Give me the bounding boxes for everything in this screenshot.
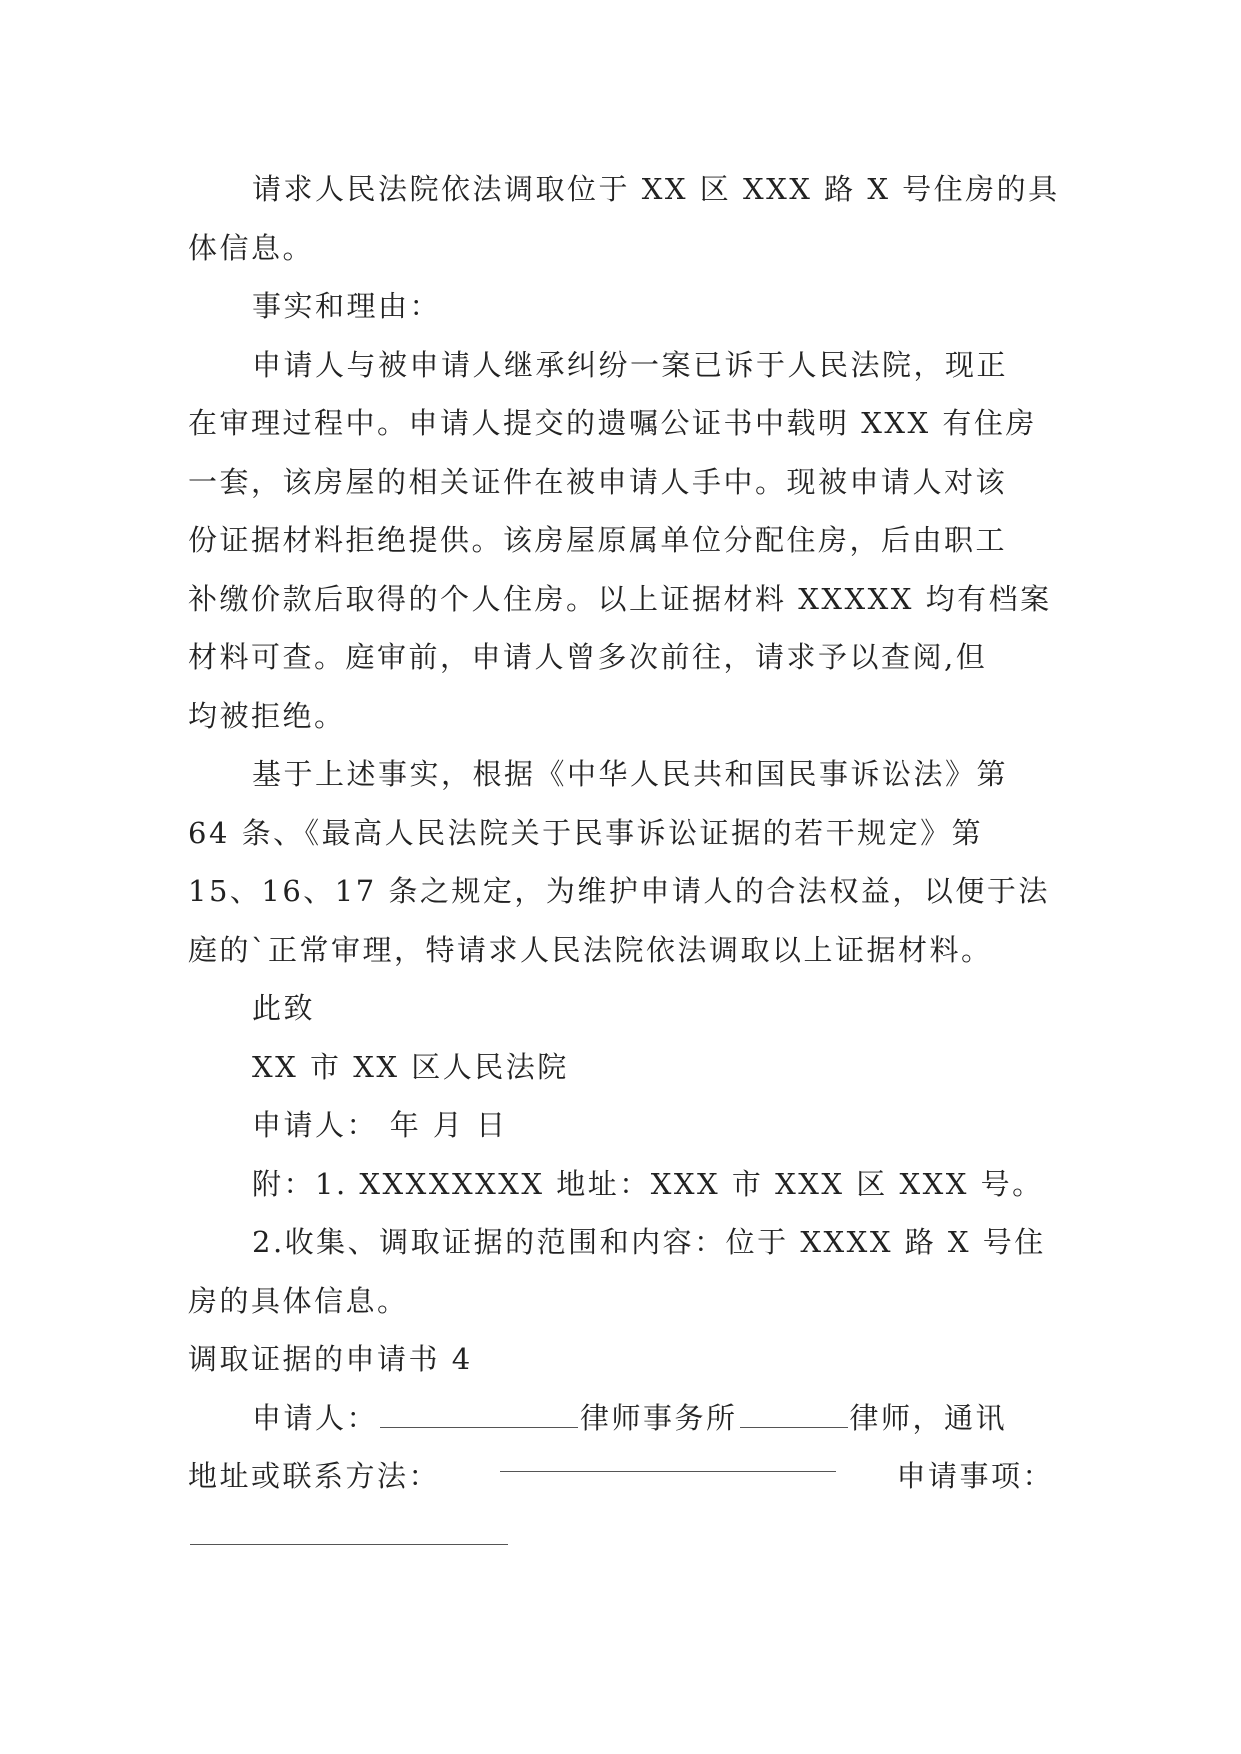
paragraph-line: 15、16、17 条之规定，为维护申请人的合法权益，以便于法	[188, 874, 1050, 908]
paragraph-line: 体信息。	[188, 230, 315, 265]
matter-label: 申请事项：	[896, 1459, 1054, 1493]
court-name: XX 市 XX 区人民法院	[252, 1049, 569, 1084]
contact-blank	[500, 1447, 836, 1472]
form-applicant-line	[188, 1389, 1054, 1448]
form-matter-line	[188, 1506, 1054, 1565]
contact-label: 地址或联系方法：	[188, 1459, 441, 1493]
applicant-label: 申请人：	[252, 1400, 379, 1435]
form-contact-line	[188, 1447, 1054, 1506]
section-heading: 事实和理由：	[252, 289, 442, 323]
applicant-blank	[380, 1403, 578, 1428]
paragraph-line: 申请人与被申请人继承纠纷一案已诉于人民法院，现正	[252, 347, 1009, 382]
paragraph-line: 庭的`正常审理，特请求人民法院依法调取以上证据材料。	[188, 932, 993, 967]
document-page	[188, 160, 1060, 1564]
paragraph-line: 请求人民法院依法调取位于 XX 区 XXX 路 X 号住房的具	[252, 172, 1060, 206]
matter-blank	[190, 1520, 508, 1545]
paragraph-line: 一套，该房屋的相关证件在被申请人手中。现被申请人对该	[188, 464, 1008, 499]
document-title: 调取证据的申请书 4	[188, 1342, 473, 1376]
firm-label: 律师事务所	[580, 1400, 738, 1435]
firm-blank	[740, 1403, 848, 1428]
paragraph-line: 补缴价款后取得的个人住房。以上证据材料 XXXXX 均有档案	[188, 581, 1052, 616]
attachment-line: 房的具体信息。	[188, 1283, 409, 1318]
signature-line: 申请人： 年 月 日	[252, 1108, 508, 1142]
attachment-line: 2.收集、调取证据的范围和内容：位于 XXXX 路 X 号住	[252, 1225, 1046, 1259]
paragraph-line: 64 条、《最高人民法院关于民事诉讼证据的若干规定》第	[188, 815, 984, 850]
lawyer-label: 律师，通讯	[849, 1400, 1008, 1435]
paragraph-line: 份证据材料拒绝提供。该房屋原属单位分配住房，后由职工	[188, 523, 1008, 557]
salutation: 此致	[252, 991, 316, 1025]
attachment-line: 附：1. XXXXXXXX 地址：XXX 市 XXX 区 XXX 号。	[252, 1166, 1044, 1201]
paragraph-line: 基于上述事实，根据《中华人民共和国民事诉讼法》第	[252, 757, 1009, 791]
paragraph-line: 在审理过程中。申请人提交的遗嘱公证书中载明 XXX 有住房	[188, 406, 1037, 440]
paragraph-line: 材料可查。庭审前，申请人曾多次前往，请求予以查阅,但	[188, 640, 988, 674]
paragraph-line: 均被拒绝。	[188, 698, 346, 733]
